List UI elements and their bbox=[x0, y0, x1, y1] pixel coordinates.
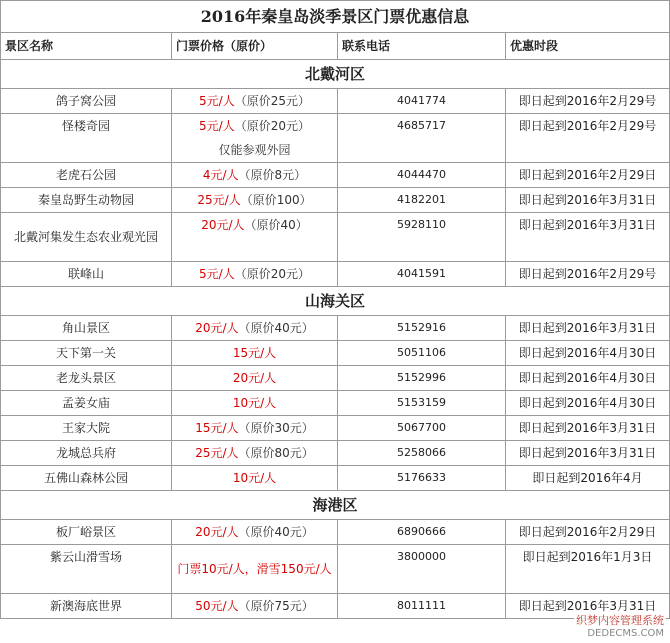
spot-name: 怪楼奇园 bbox=[1, 114, 172, 163]
spot-period: 即日起到2016年3月31日 bbox=[506, 441, 670, 466]
watermark-logo bbox=[574, 613, 666, 641]
table-row bbox=[1, 391, 670, 416]
spot-period: 即日起到2016年2月29号 bbox=[506, 89, 670, 114]
spot-phone: 5051106 bbox=[338, 341, 506, 366]
header-price: 门票价格（原价） bbox=[172, 33, 338, 60]
table-row bbox=[1, 114, 670, 163]
spot-name: 天下第一关 bbox=[1, 341, 172, 366]
spot-price bbox=[172, 416, 338, 441]
discount-price: 25元/人 bbox=[197, 193, 241, 207]
original-price: （原价20元） bbox=[234, 119, 310, 133]
spot-price bbox=[172, 89, 338, 114]
spot-period: 即日起到2016年4月 bbox=[506, 466, 670, 491]
spot-period: 即日起到2016年4月30日 bbox=[506, 366, 670, 391]
spot-price bbox=[172, 262, 338, 287]
watermark-line1: 织梦内容管理系统 bbox=[576, 614, 664, 627]
spot-name: 秦皇岛野生动物园 bbox=[1, 188, 172, 213]
spot-phone: 4685717 bbox=[338, 114, 506, 163]
price-note: 仅能参观外园 bbox=[218, 143, 291, 157]
spot-price bbox=[172, 466, 338, 491]
spot-name: 板厂峪景区 bbox=[1, 520, 172, 545]
discount-price: 5元/人 bbox=[199, 94, 235, 108]
table-row bbox=[1, 466, 670, 491]
spot-phone: 5928110 bbox=[338, 213, 506, 262]
spot-name: 王家大院 bbox=[1, 416, 172, 441]
spot-phone: 5176633 bbox=[338, 466, 506, 491]
spot-name: 角山景区 bbox=[1, 316, 172, 341]
spot-phone: 5152996 bbox=[338, 366, 506, 391]
table-row bbox=[1, 520, 670, 545]
spot-price bbox=[172, 163, 338, 188]
discount-price: 4元/人 bbox=[202, 168, 239, 182]
discount-price: 门票10元/人，滑雪150元/人 bbox=[177, 562, 332, 576]
spot-period: 即日起到2016年3月31日 bbox=[506, 416, 670, 441]
spot-period: 即日起到2016年3月31日 bbox=[506, 213, 670, 262]
spot-period: 即日起到2016年1月3日 bbox=[506, 545, 670, 594]
header-phone: 联系电话 bbox=[338, 33, 506, 60]
spot-period: 即日起到2016年2月29日 bbox=[506, 520, 670, 545]
spot-period: 即日起到2016年2月29日 bbox=[506, 163, 670, 188]
spot-phone: 5258066 bbox=[338, 441, 506, 466]
spot-price bbox=[172, 213, 338, 262]
spot-period: 即日起到2016年3月31日 bbox=[506, 594, 670, 619]
original-price: （原价40） bbox=[244, 218, 308, 232]
watermark-line2: DEDECMS.COM bbox=[587, 628, 664, 639]
spot-price bbox=[172, 441, 338, 466]
original-price: （原价80元） bbox=[238, 446, 314, 460]
spot-phone: 4182201 bbox=[338, 188, 506, 213]
table-row bbox=[1, 262, 670, 287]
spot-name: 老虎石公园 bbox=[1, 163, 172, 188]
discount-price: 5元/人 bbox=[199, 267, 235, 281]
spot-period: 即日起到2016年4月30日 bbox=[506, 391, 670, 416]
discount-price: 15元/人 bbox=[195, 421, 239, 435]
header-name: 景区名称 bbox=[1, 33, 172, 60]
original-price: （原价20元） bbox=[234, 267, 310, 281]
table-row bbox=[1, 594, 670, 619]
discount-price: 20元/人 bbox=[195, 525, 239, 539]
spot-period: 即日起到2016年2月29号 bbox=[506, 114, 670, 163]
discount-price: 25元/人 bbox=[195, 446, 239, 460]
spot-phone: 4041591 bbox=[338, 262, 506, 287]
header-period: 优惠时段 bbox=[506, 33, 670, 60]
original-price: （原价100） bbox=[240, 193, 312, 207]
spot-phone: 8011111 bbox=[338, 594, 506, 619]
spot-phone: 4041774 bbox=[338, 89, 506, 114]
table-row bbox=[1, 213, 670, 262]
spot-name: 新澳海底世界 bbox=[1, 594, 172, 619]
spot-name: 龙城总兵府 bbox=[1, 441, 172, 466]
spot-price bbox=[172, 316, 338, 341]
district-title: 北戴河区 bbox=[1, 60, 670, 89]
spot-phone: 4044470 bbox=[338, 163, 506, 188]
spot-phone: 5152916 bbox=[338, 316, 506, 341]
table-row bbox=[1, 341, 670, 366]
spot-name: 老龙头景区 bbox=[1, 366, 172, 391]
spot-phone: 6890666 bbox=[338, 520, 506, 545]
spot-price bbox=[172, 545, 338, 594]
table-row bbox=[1, 545, 670, 594]
discount-price: 10元/人 bbox=[232, 396, 277, 410]
spot-name: 五佛山森林公园 bbox=[1, 466, 172, 491]
spot-price bbox=[172, 366, 338, 391]
spot-period: 即日起到2016年3月31日 bbox=[506, 188, 670, 213]
original-price: （原价30元） bbox=[238, 421, 314, 435]
table-row bbox=[1, 416, 670, 441]
spot-price bbox=[172, 594, 338, 619]
spot-phone: 5067700 bbox=[338, 416, 506, 441]
spot-name: 紫云山滑雪场 bbox=[1, 545, 172, 594]
discount-price: 20元/人 bbox=[201, 218, 245, 232]
table-row bbox=[1, 316, 670, 341]
table-title: 2016年秦皇岛淡季景区门票优惠信息 bbox=[1, 1, 670, 33]
discount-price: 20元/人 bbox=[232, 371, 277, 385]
spot-period: 即日起到2016年4月30日 bbox=[506, 341, 670, 366]
spot-name: 联峰山 bbox=[1, 262, 172, 287]
original-price: （原价40元） bbox=[238, 321, 314, 335]
table-row bbox=[1, 163, 670, 188]
spot-price bbox=[172, 520, 338, 545]
discount-price: 15元/人 bbox=[232, 346, 277, 360]
original-price: （原价75元） bbox=[238, 599, 314, 613]
spot-price bbox=[172, 391, 338, 416]
spot-name: 孟姜女庙 bbox=[1, 391, 172, 416]
spot-price bbox=[172, 341, 338, 366]
spot-phone: 5153159 bbox=[338, 391, 506, 416]
spot-price bbox=[172, 114, 338, 163]
spot-name: 北戴河集发生态农业观光园 bbox=[1, 213, 172, 262]
original-price: （原价8元） bbox=[238, 168, 307, 182]
original-price: （原价25元） bbox=[234, 94, 310, 108]
district-title: 山海关区 bbox=[1, 287, 670, 316]
spot-period: 即日起到2016年3月31日 bbox=[506, 316, 670, 341]
spot-phone: 3800000 bbox=[338, 545, 506, 594]
table-row bbox=[1, 89, 670, 114]
discount-price: 50元/人 bbox=[195, 599, 239, 613]
discount-price: 20元/人 bbox=[195, 321, 239, 335]
spot-price bbox=[172, 188, 338, 213]
table-row bbox=[1, 441, 670, 466]
table-row bbox=[1, 188, 670, 213]
spot-name: 鸽子窝公园 bbox=[1, 89, 172, 114]
original-price: （原价40元） bbox=[238, 525, 314, 539]
table-row bbox=[1, 366, 670, 391]
discount-price: 10元/人 bbox=[232, 471, 277, 485]
district-title: 海港区 bbox=[1, 491, 670, 520]
spot-period: 即日起到2016年2月29号 bbox=[506, 262, 670, 287]
discount-price: 5元/人 bbox=[199, 119, 235, 133]
